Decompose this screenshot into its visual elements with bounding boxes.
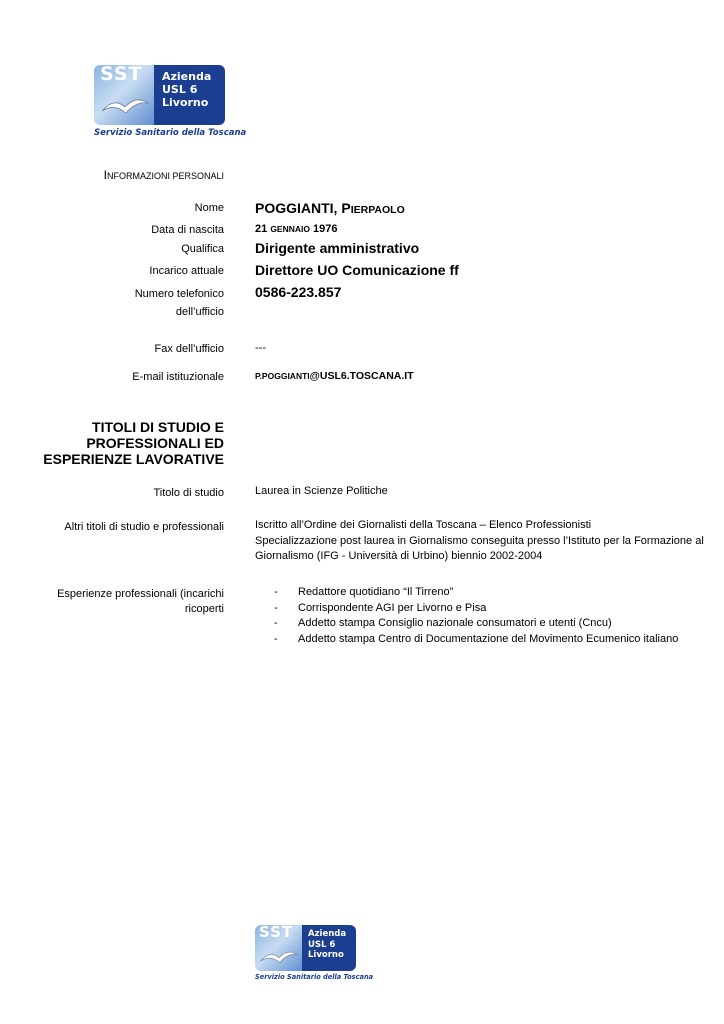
birth-year: 1976 (313, 223, 338, 235)
birth-month: GENNAIO (270, 224, 310, 234)
name-label: Nome (194, 202, 224, 214)
fax-label: Fax dell’ufficio (154, 343, 224, 355)
section-heading-personal (104, 168, 224, 182)
logo-caption: Servizio Sanitario della Toscana (255, 973, 374, 981)
qualifica-label: Qualifica (181, 243, 224, 255)
qualifica-value: Dirigente amministrativo (255, 240, 420, 256)
email-user: P.POGGIANTI (255, 371, 310, 381)
altri-line2: Specializzazione post laurea in Giornalismo conseguita presso l’Istituto per la Formazione al (255, 534, 704, 547)
logo-line2: USL 6 (308, 939, 336, 950)
birth-day: 21 (255, 223, 268, 235)
birth-value (255, 222, 338, 236)
bullet-dash: - (274, 632, 278, 645)
logo-abbr: SST (100, 65, 143, 85)
birth-label: Data di nascita (151, 224, 224, 236)
email-label: E-mail istituzionale (132, 371, 224, 383)
logo-image (94, 65, 154, 125)
titolo-value: Laurea in Scienze Politiche (255, 485, 388, 497)
list-item-text: Corrispondente AGI per Livorno e Pisa (298, 601, 487, 614)
altri-value (255, 518, 704, 565)
altri-label: Altri titoli di studio e professionali (64, 521, 224, 533)
list-item-text: Addetto stampa Consiglio nazionale consumatori e utenti (Cncu) (298, 617, 612, 629)
email-value[interactable] (255, 369, 414, 383)
altri-line3: Giornalismo (IFG - Università di Urbino) biennio 2002-2004 (255, 550, 543, 562)
logo-line3: Livorno (162, 96, 209, 109)
tel-label (135, 285, 224, 321)
logo-top (94, 65, 247, 140)
titolo-label: Titolo di studio (153, 487, 224, 499)
incarico-label: Incarico attuale (149, 265, 224, 277)
incarico-value: Direttore UO Comunicazione ff (255, 262, 459, 278)
name-first-rest: IERPAOLO (350, 204, 405, 216)
esperienze-label-line1: Esperienze professionali (incarichi (57, 588, 224, 600)
logo-abbr: SST (259, 925, 294, 941)
logo-line1: Azienda (308, 929, 347, 939)
tel-label-line1: Numero telefonico (134, 288, 224, 300)
seagull-icon (100, 91, 150, 121)
list-item-text: Addetto stampa Centro di Documentazione del Movimento Ecumenico italiano (298, 632, 679, 645)
logo-caption: Servizio Sanitario della Toscana (94, 128, 247, 138)
email-domain: @USL6.TOSCANA.IT (309, 370, 414, 382)
studies-heading-line1: TITOLI DI STUDIO E (92, 419, 224, 435)
logo-bottom (255, 925, 374, 983)
logo-line3: Livorno (308, 950, 344, 960)
logo-box (302, 925, 356, 971)
list-item (255, 585, 678, 601)
logo-line1: Azienda (162, 70, 212, 83)
seagull-icon (259, 945, 299, 969)
section-heading-studies (43, 419, 224, 467)
tel-value: 0586-223.857 (255, 284, 342, 300)
bullet-dash: - (274, 617, 278, 629)
studies-heading-line2: PROFESSIONALI ED (86, 435, 224, 451)
list-item (255, 601, 678, 617)
esperienze-list (255, 585, 678, 647)
bullet-dash: - (274, 601, 278, 614)
fax-value: --- (255, 342, 266, 354)
tel-label-line2: dell’ufficio (175, 306, 224, 318)
name-value (255, 200, 405, 219)
list-item-text: Redattore quotidiano “Il Tirreno” (298, 586, 454, 598)
esperienze-label-line2: ricoperti (184, 603, 224, 615)
heading-rest: NFORMAZIONI PERSONALI (106, 171, 224, 181)
heading-initial: I (103, 168, 107, 182)
altri-line1: Iscritto all’Ordine dei Giornalisti della Toscana – Elenco Professionisti (255, 519, 592, 531)
name-first-initial: P (341, 200, 351, 216)
logo-line2: USL 6 (162, 83, 198, 96)
bullet-dash: - (274, 586, 278, 598)
logo-image (255, 925, 302, 971)
list-item (255, 632, 678, 648)
esperienze-label (57, 587, 224, 617)
name-surname: POGGIANTI, (255, 200, 338, 216)
studies-heading-line3: ESPERIENZE LAVORATIVE (43, 451, 224, 467)
logo-box (154, 65, 225, 125)
list-item (255, 616, 678, 632)
